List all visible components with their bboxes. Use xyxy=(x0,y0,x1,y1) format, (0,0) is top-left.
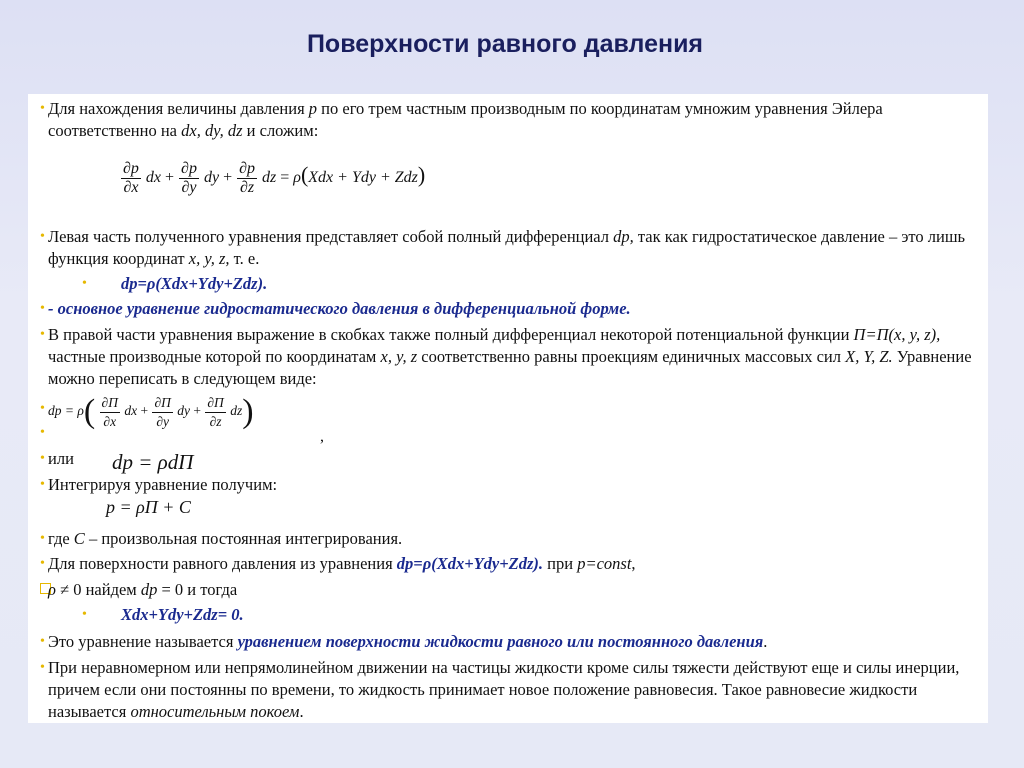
bullet-icon: • xyxy=(40,531,45,546)
bullet-icon: • xyxy=(82,276,87,291)
comma: , xyxy=(320,428,324,445)
bullet-icon: • xyxy=(40,451,45,466)
bullet-icon: • xyxy=(40,229,45,244)
text: по его трем частным производным по координатам умножим уравнения Эйлера соответственно на xyxy=(48,99,883,140)
equation-euler-sum: $\frac{\partial p}{\partial x}$ dx + $\frac{\partial p}{\partial y}$ dy + $\frac{\partial p}{\partial z}$ dz = ρ(Xdx + Ydy + Zdz) xyxy=(123,160,426,196)
bullet-icon: • xyxy=(40,634,45,649)
content-panel: • Для нахождения величины давления p по его трем частным производным по координатам умножим уравнения Эйлера соответственно на dx, dy, dz и сложим: $\frac{\partial p}{\partial x}$ dx + $\frac{\partial p}{\partial y}$ dy + $\frac{\partial p}{\partial z}$ dz = ρ(Xdx + Ydy + Zdz) • Левая часть полученного уравнения представляет собой полный дифференциал dp, так как гидростатическое давление – это лишь функция координат x, y, z, т. е. • dp=ρ(Xdx+Ydy+Zdz). • - основное уравнение гидростатического давления в дифференциальной форме. • В правой части уравнения выражение в скобках также полный дифференциал некоторой потенциальной функции П=П(x, y, z), частные производные которой по координатам x, y, z соответственно равны проекциям единичных массовых сил X, Y, Z. Уравнение можно переписать в следующем виде: • • dp = ρ( $\frac{\partial П}{\partial x}$ dx + $\frac{\partial П}{\partial y}$ dy + $\frac{\partial П}{\partial z}$ dz) , • или dp = ρdП • Интегрируя уравнение получим: p = ρП + C • где C – произвольная постоянная интегрирования. • Для поверхности равного давления из уравнения dp=ρ(Xdx+Ydy+Zdz). при p=const, ρ ≠ 0 найдем dp = 0 и тогда • Xdx+Ydy+Zdz= 0. • Это уравнение называется уравнением поверхности жидкости равного или постоянного давления. • При неравномерном или непрямолинейном движении на частицы жидкости кроме силы тяжести действуют еще и силы инерции, причем если они постоянны по времени, то жидкость принимает новое положение равновесия. Такое равновесие жидкости называется относительным покоем. xyxy=(28,94,988,723)
equation-potential: dp = ρ( $\frac{\partial П}{\partial x}$ dx + $\frac{\partial П}{\partial y}$ dy + $\frac{\partial П}{\partial z}$ dz) xyxy=(48,393,254,430)
slide-title: Поверхности равного давления xyxy=(306,30,704,58)
bullet-icon: • xyxy=(82,607,87,622)
bullet-icon: • xyxy=(40,327,45,342)
bullet-icon: • xyxy=(40,401,45,416)
text: p xyxy=(308,99,318,118)
equation-integral: p = ρП + C xyxy=(106,497,191,517)
bullet-icon: • xyxy=(40,660,45,675)
bullet-icon: • xyxy=(40,301,45,316)
bullet-icon: • xyxy=(40,101,45,116)
bullet-icon: • xyxy=(40,477,45,492)
equation-dp-dpi: dp = ρdП xyxy=(112,450,194,474)
text: dx, dy, dz xyxy=(181,121,243,140)
text: и сложим: xyxy=(242,121,319,140)
bullet-icon: • xyxy=(40,556,45,571)
bullet-icon: • xyxy=(40,425,45,440)
text: Для нахождения величины давления xyxy=(48,99,309,118)
